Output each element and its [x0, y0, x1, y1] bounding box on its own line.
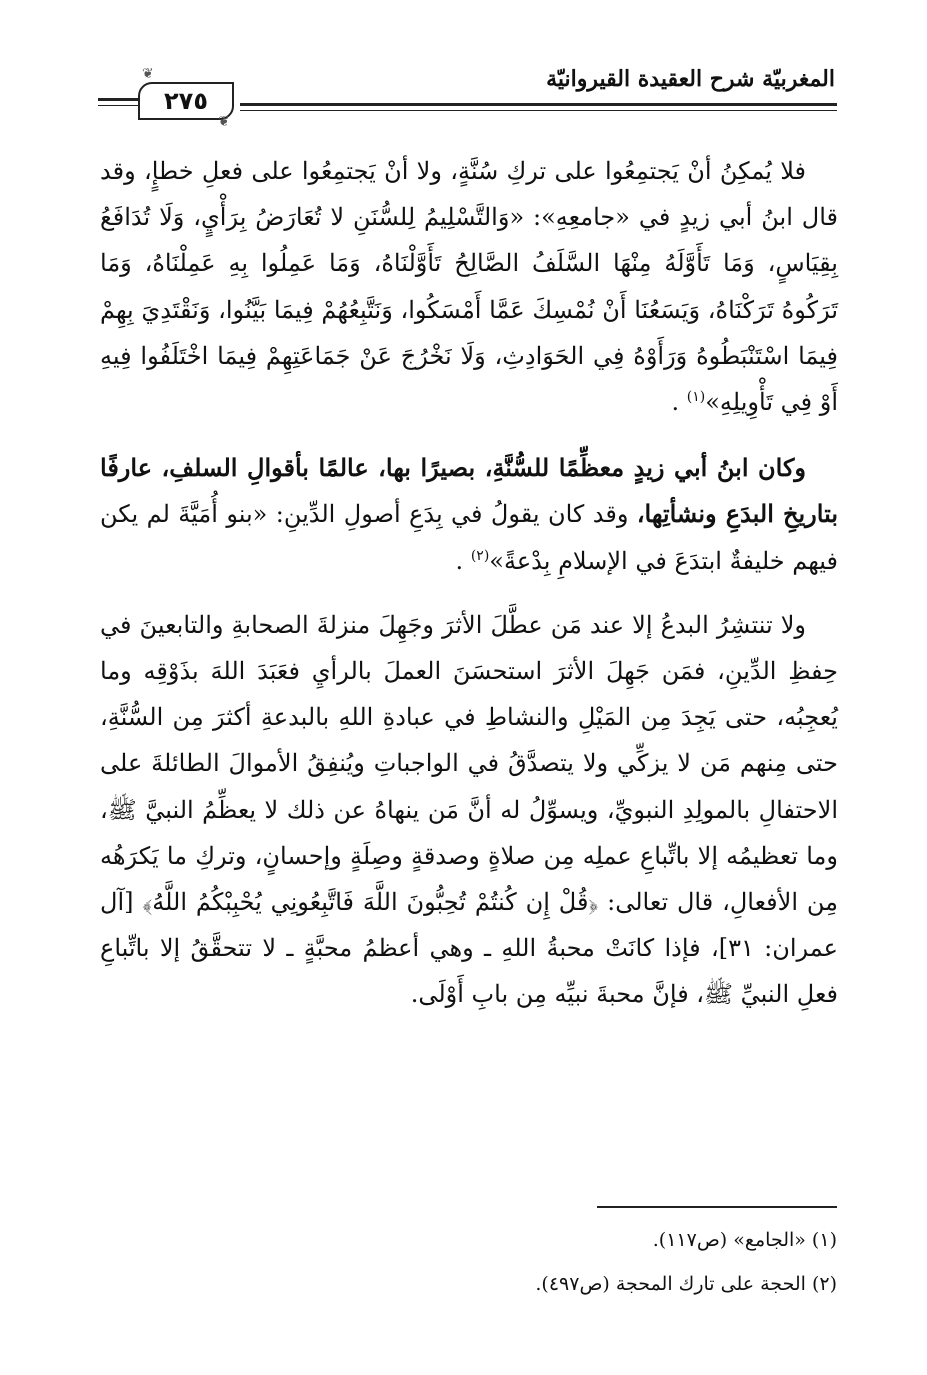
paragraph-bold-text: وكان ابنُ أبي زيدٍ معظِّمًا للسُّنَّةِ، بصيرًا بها، عالمًا بأقوالِ السلفِ، عارفًا بتاريخِ البدَعِ ونشأتِها، — [100, 453, 839, 529]
page-number-rule — [98, 98, 138, 101]
book-title: المغربيّة شرح العقيدة القيروانيّة — [546, 66, 835, 92]
paragraph-end: . — [455, 546, 464, 575]
paragraph-end: . — [671, 388, 680, 417]
header-rule-thin — [240, 110, 837, 111]
footnote: (٢) الحجة على تارك المحجة (ص٤٩٧). — [535, 1273, 837, 1295]
footnotes — [137, 1218, 837, 1306]
main-text — [100, 148, 838, 1018]
header-rule — [240, 103, 837, 106]
paragraph — [100, 445, 838, 584]
paragraph — [100, 148, 838, 425]
ornament-icon: ❦ — [142, 66, 154, 82]
footnote: (١) «الجامع» (ص١١٧). — [652, 1229, 837, 1251]
paragraph-text: ولا تنتشِرُ البدعُ إلا عند مَن عطَّلَ الأثرَ وجَهِلَ منزلةَ الصحابةِ والتابعينَ في حِفظِ الدِّينِ، فمَن جَهِلَ الأثرَ استحسَنَ العملَ بالرأيِ فعَبَدَ اللهَ بذَوْقِه وما يُعجِبُه، حتى يَجِدَ مِن المَيْلِ والنشاطِ في عبادةِ اللهِ بالبدعةِ أكثرَ مِن السُّنَّةِ، حتى مِنهم مَن لا يزكِّي ولا يتصدَّقُ في الواجباتِ ويُنفِقُ الأموالَ الطائلةَ على الاحتفالِ بالمولِدِ النبويِّ، ويسوِّلُ له أنَّ مَن ينهاهُ عن ذلك لا يعظِّمُ النبيَّ ﷺ، وما تعظيمُه إلا باتِّباعِ عملِه مِن صلاةٍ وصدقةٍ وصِلَةٍ وإحسانٍ، وتركِ ما يَكرَهُه مِن الأفعالِ، قال تعالى: ﴿قُلْ إِن كُنتُمْ تُحِبُّونَ اللَّهَ فَاتَّبِعُونِي يُحْبِبْكُمُ اللَّهُ﴾ [آل عمران: ٣١]، فإذا كانَتْ محبةُ اللهِ ـ وهي أعظمُ محبَّةٍ ـ لا تتحقَّقُ إلا باتِّباعِ فعلِ النبيِّ ﷺ، فإنَّ محبةَ نبيِّه مِن بابِ أَوْلَى. — [100, 610, 838, 1009]
footnote-divider — [597, 1206, 837, 1208]
paragraph-text: فلا يُمكِنُ أنْ يَجتمِعُوا على تركِ سُنَّةٍ، ولا أنْ يَجتمِعُوا على فعلِ خطإٍ، وقد قال ابنُ أبي زيدٍ في «جامعِهِ»: «وَالتَّسْلِيمُ لِلسُّنَنِ لا تُعَارَضُ بِرَأْيٍ، وَلَا تُدَافَعُ بِقِيَاسٍ، وَمَا تَأَوَّلَهُ مِنْهَا السَّلَفُ الصَّالِحُ تَأَوَّلْنَاهُ، وَمَا عَمِلُوا بِهِ عَمِلْنَاهُ، وَمَا تَرَكُوهُ تَرَكْنَاهُ، وَيَسَعُنَا أَنْ نُمْسِكَ عَمَّا أَمْسَكُوا، وَنَتَّبِعُهُمْ فِيمَا بَيَّنُوا، وَنَقْتَدِيَ بِهِمْ فِيمَا اسْتَنْبَطُوهُ وَرَأَوْهُ فِي الحَوَادِثِ، وَلَا نَخْرُجَ عَنْ جَمَاعَتِهِمْ فِيمَا اخْتَلَفُوا فِيهِ أَوْ فِي تَأْوِيلِهِ» — [100, 157, 838, 417]
page-number: ٢٧٥ — [164, 87, 208, 115]
footnote-ref: (٢) — [470, 547, 490, 564]
paragraph — [100, 602, 838, 1018]
footnote-ref: (١) — [686, 389, 706, 406]
page-number-rule-thin — [98, 105, 138, 106]
paragraph-text: وقد كان يقولُ في بِدَعِ أصولِ الدِّينِ: «بنو أُمَيَّةَ لم يكن فيهم خليفةٌ ابتدَعَ في الإسلامِ بِدْعةً» — [100, 500, 838, 575]
page-header — [0, 0, 927, 130]
ornament-icon: ❦ — [218, 114, 230, 130]
